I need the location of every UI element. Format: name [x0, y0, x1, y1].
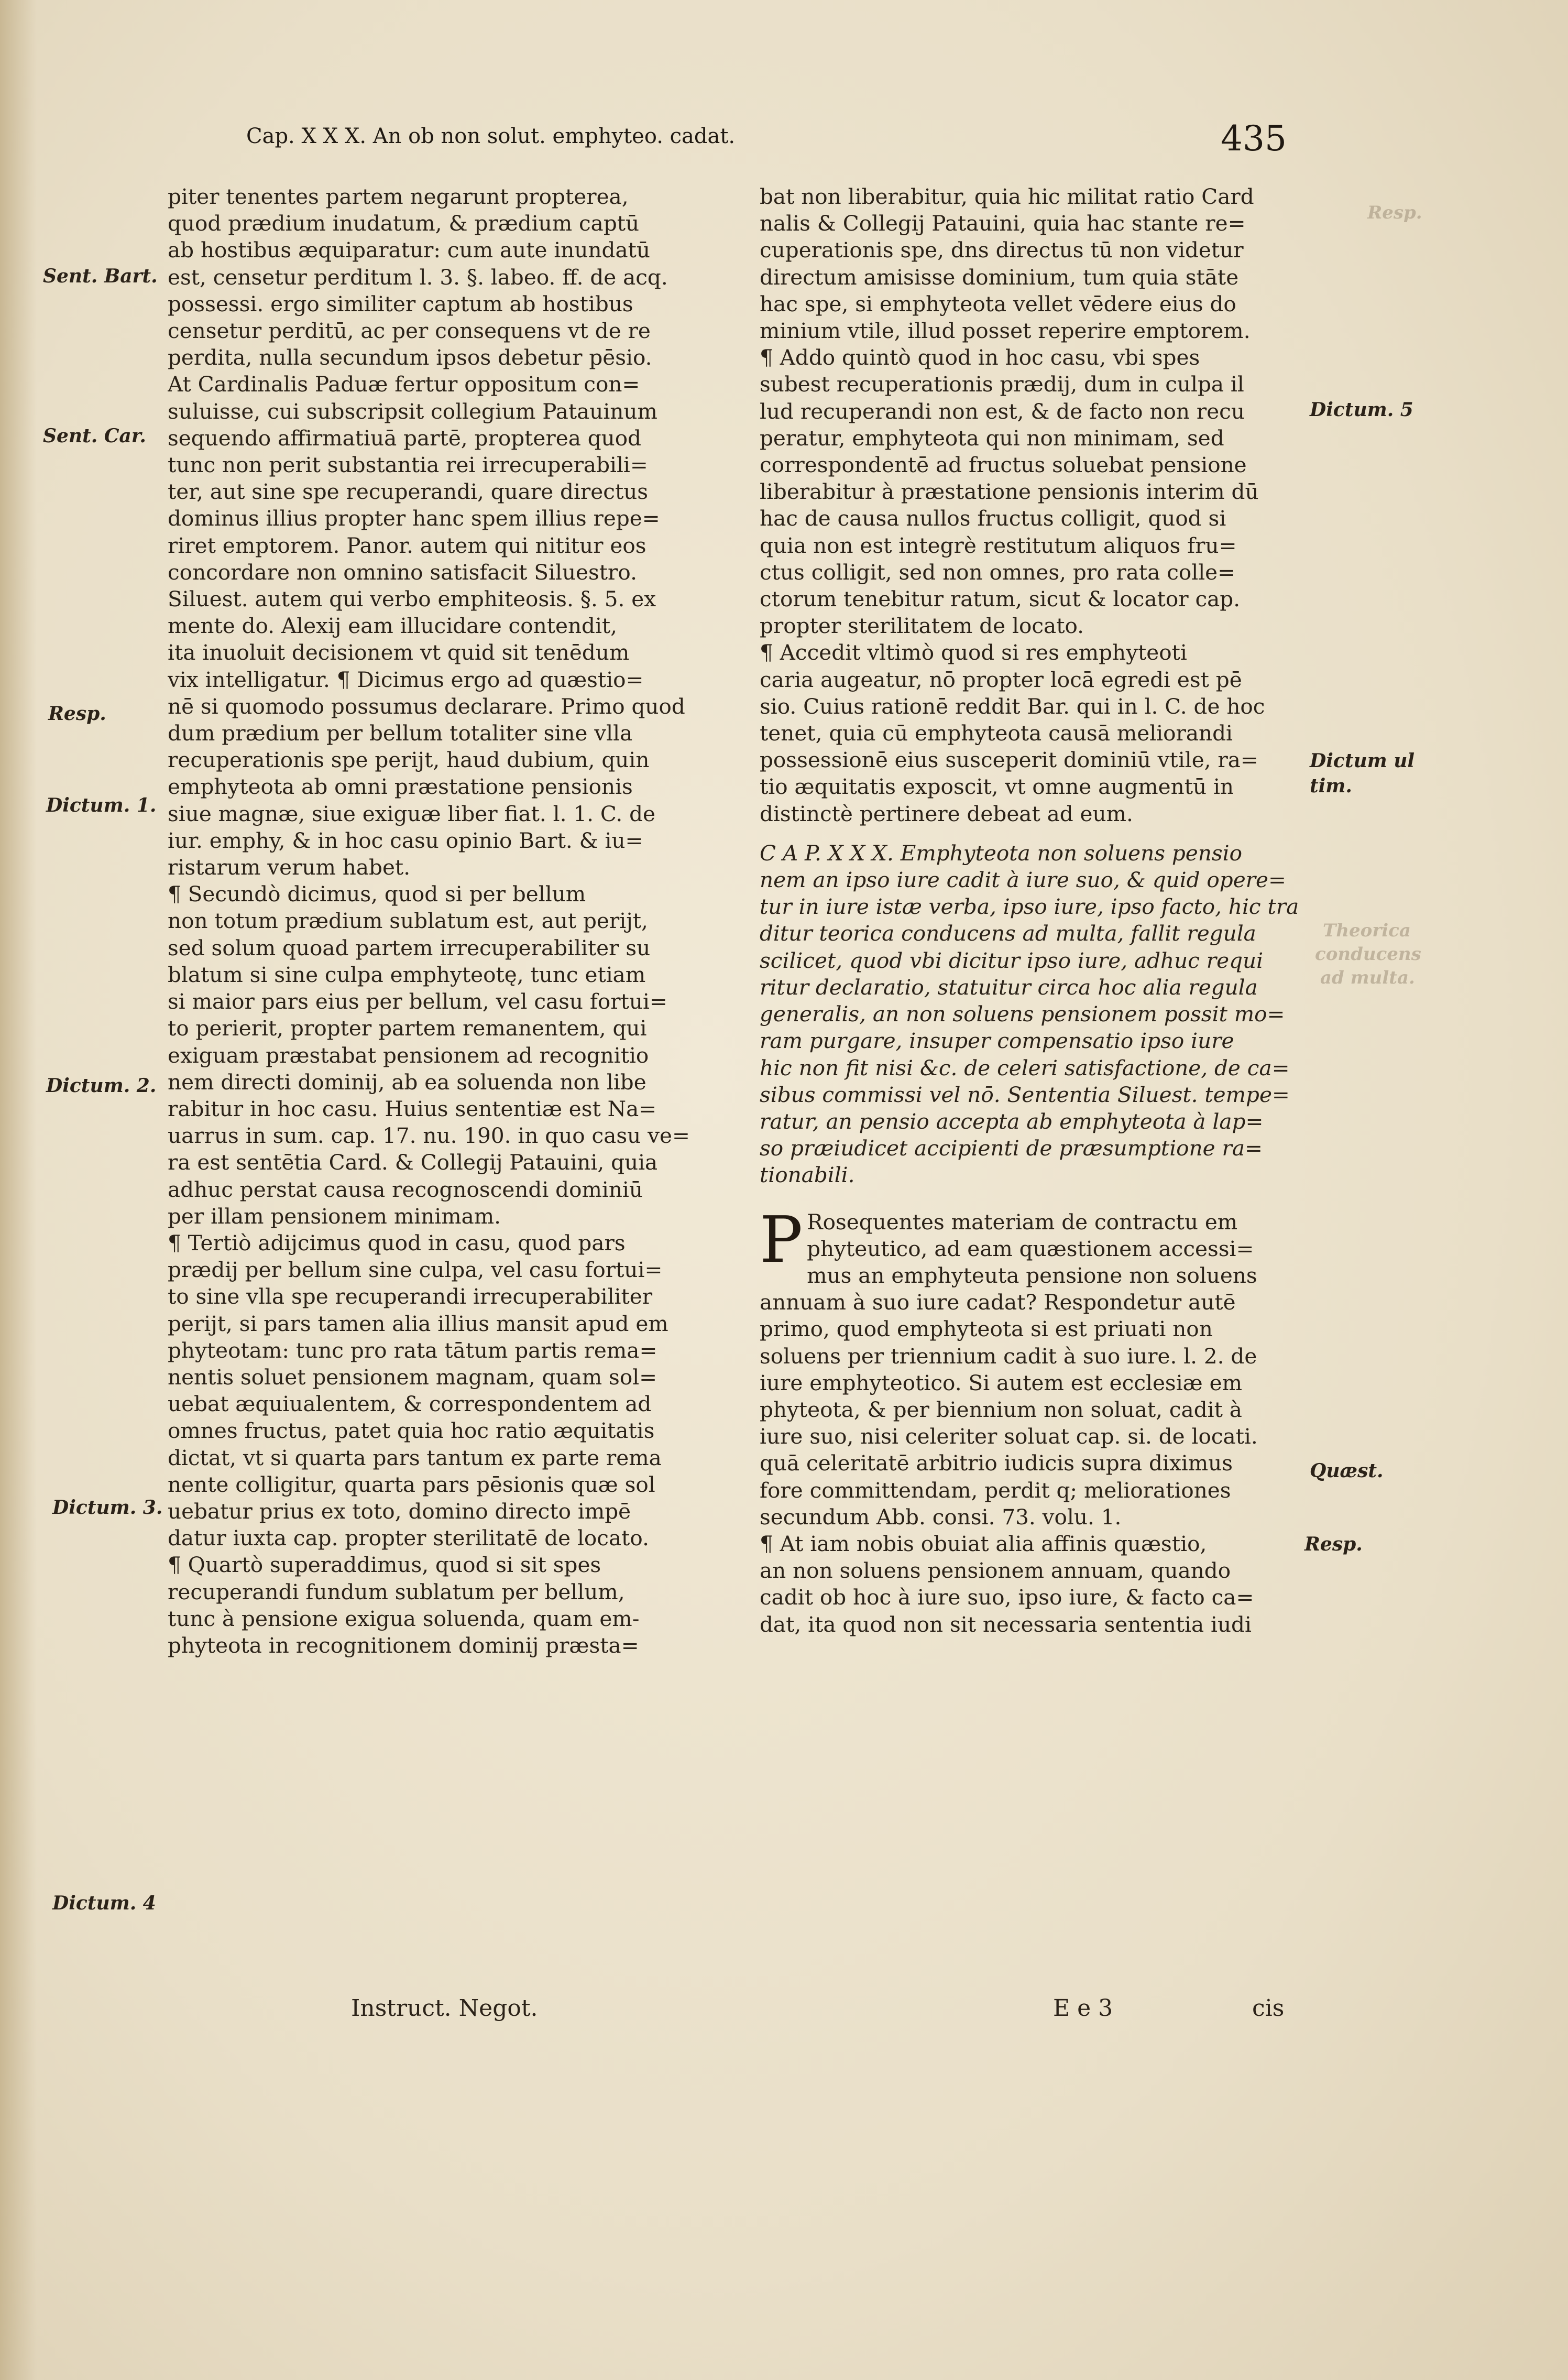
text-line: emphyteota ab omni præstatione pensionis	[168, 774, 633, 800]
text-line: correspondentē ad fructus soluebat pensione	[760, 452, 1247, 478]
margin-note-dictum-ult-2: tim.	[1310, 775, 1352, 797]
text-line: siue magnæ, siue exiguæ liber fiat. l. 1. C. de	[168, 801, 656, 826]
text-line: exiguam præstabat pensionem ad recognitio	[168, 1042, 649, 1068]
text-line: recuperandi fundum sublatum per bellum,	[168, 1579, 625, 1604]
text-line: quā celeritatē arbitrio iudicis supra diximus	[760, 1450, 1233, 1476]
text-line: cadit ob hoc à iure suo, ipso iure, & facto ca=	[760, 1585, 1254, 1610]
margin-note-quaest: Quæst.	[1310, 1460, 1384, 1482]
text-line: ditur teorica conducens ad multa, fallit regula	[760, 921, 1256, 946]
text-line: ita inuoluit decisionem vt quid sit tenēdum	[168, 640, 630, 665]
text-line: Rosequentes materiam de contractu em	[807, 1209, 1238, 1235]
text-line: propter sterilitatem de locato.	[760, 613, 1084, 639]
text-line: so præiudicet accipienti de præsumptione ra=	[760, 1136, 1263, 1161]
text-line: hac spe, si emphyteota vellet vēdere eius do	[760, 291, 1236, 316]
margin-note-resp-top: Resp.	[1367, 202, 1422, 223]
text-line: sibus commissi vel nō. Sententia Siluest. tempe=	[760, 1082, 1290, 1107]
drop-cap: P	[760, 1202, 803, 1277]
page-spine-shadow	[0, 0, 37, 2380]
margin-note-dictum-5: Dictum. 5	[1310, 399, 1413, 421]
text-line: rabitur in hoc casu. Huius sententiæ est Na=	[168, 1096, 657, 1121]
signature-mark: E e 3	[1053, 1995, 1113, 2022]
text-line: ¶ Quartò superaddimus, quod si sit spes	[168, 1552, 601, 1578]
text-line: distinctè pertinere debeat ad eum.	[760, 801, 1133, 826]
text-line: ¶ Accedit vltimò quod si res emphyteoti	[760, 640, 1187, 665]
text-line: ratur, an pensio accepta ab emphyteota à lap=	[760, 1108, 1264, 1134]
text-line: tunc non perit substantia rei irrecuperabili=	[168, 452, 648, 478]
text-line: phyteutico, ad eam quæstionem accessi=	[807, 1236, 1254, 1261]
text-line: nē si quomodo possumus declarare. Primo quod	[168, 693, 685, 719]
text-line: mus an emphyteuta pensione non soluens	[807, 1262, 1257, 1288]
text-line: uebatur prius ex toto, domino directo impē	[168, 1498, 631, 1524]
text-line: nentis soluet pensionem magnam, quam sol=	[168, 1364, 657, 1390]
text-line: peratur, emphyteota qui non minimam, sed	[760, 425, 1224, 451]
text-line: an non soluens pensionem annuam, quando	[760, 1558, 1231, 1584]
text-line: dictat, vt si quarta pars tantum ex parte rema	[168, 1445, 662, 1470]
text-line: tenet, quia cū emphyteota causā meliorandi	[760, 720, 1233, 746]
text-line: subest recuperationis prædij, dum in culpa il	[760, 372, 1244, 397]
margin-note-resp-bottom: Resp.	[1304, 1533, 1363, 1555]
text-line: liberabitur à præstatione pensionis interim dū	[760, 479, 1259, 505]
chapter-body	[760, 1202, 1299, 1638]
text-line: ¶ Addo quintò quod in hoc casu, vbi spes	[760, 345, 1200, 370]
text-line: soluens per triennium cadit à suo iure. l. 2. de	[760, 1343, 1257, 1369]
text-line: sequendo affirmatiuā partē, propterea quod	[168, 425, 642, 451]
text-line: nem an ipso iure cadit à iure suo, & quid opere=	[760, 867, 1286, 893]
folio-number: 435	[1221, 118, 1287, 159]
text-line: sed solum quoad partem irrecuperabiliter su	[168, 935, 651, 960]
text-line: dominus illius propter hanc spem illius repe=	[168, 506, 660, 531]
text-line: phyteota in recognitionem dominij præsta=	[168, 1632, 639, 1658]
text-line: ristarum verum habet.	[168, 855, 411, 880]
text-line: recuperationis spe perijt, haud dubium, quin	[168, 747, 650, 773]
text-line: dum prædium per bellum totaliter sine vlla	[168, 720, 633, 746]
text-line: scilicet, quod vbi dicitur ipso iure, adhuc requi	[760, 947, 1264, 973]
text-line: ctorum tenebitur ratum, sicut & locator cap.	[760, 586, 1241, 612]
text-line: ram purgare, insuper compensatio ipso iure	[760, 1028, 1234, 1054]
margin-note-dictum-1: Dictum. 1.	[46, 794, 157, 816]
text-line: directum amisisse dominium, tum quia stāte	[760, 264, 1239, 290]
text-line: iur. emphy, & in hoc casu opinio Bart. & iu=	[168, 827, 643, 853]
text-line: hac de causa nullos fructus colligit, quod si	[760, 506, 1226, 531]
text-line: tur in iure istæ verba, ipso iure, ipso facto, hic tra	[760, 894, 1299, 920]
text-line: Siluest. autem qui verbo emphiteosis. §. 5. ex	[168, 586, 656, 612]
text-line: prædij per bellum sine culpa, vel casu fortui=	[168, 1257, 663, 1283]
text-line: minium vtile, illud posset reperire emptorem.	[760, 318, 1251, 344]
text-line: tionabili.	[760, 1162, 855, 1188]
text-line: ter, aut sine spe recuperandi, quare directus	[168, 479, 649, 505]
text-line: perijt, si pars tamen alia illius mansit apud em	[168, 1311, 668, 1336]
text-line: ¶ Tertiò adijcimus quod in casu, quod pars	[168, 1230, 626, 1255]
text-line: est, censetur perditum l. 3. §. labeo. ff. de acq.	[168, 264, 668, 290]
margin-note-dictum-2: Dictum. 2.	[46, 1075, 157, 1097]
text-line: lud recuperandi non est, & de facto non recu	[760, 398, 1245, 424]
text-line: uebat æquiualentem, & correspondentem ad	[168, 1391, 652, 1417]
text-line: iure suo, nisi celeriter soluat cap. si. de locati.	[760, 1424, 1258, 1449]
text-line: dat, ita quod non sit necessaria sententia iudi	[760, 1611, 1252, 1637]
text-line: bat non liberabitur, quia hic militat ratio Card	[760, 184, 1254, 209]
text-line: vix intelligatur. ¶ Dicimus ergo ad quæstio=	[168, 667, 644, 692]
text-line: tio æquitatis exposcit, vt omne augmentū in	[760, 774, 1234, 800]
right-text-column	[760, 183, 1299, 1996]
text-line: uarrus in sum. cap. 17. nu. 190. in quo casu ve=	[168, 1123, 690, 1149]
text-line: per illam pensionem minimam.	[168, 1203, 501, 1229]
text-line: ¶ At iam nobis obuiat alia affinis quæstio,	[760, 1531, 1207, 1556]
catchword-left: Instruct. Negot.	[351, 1995, 538, 2022]
text-line: ab hostibus æquiparatur: cum aute inundatū	[168, 237, 650, 263]
text-line: concordare non omnino satisfacit Siluestro.	[168, 559, 637, 585]
text-line: non totum prædium sublatum est, aut perijt,	[168, 908, 648, 934]
text-line: secundum Abb. consi. 73. volu. 1.	[760, 1504, 1122, 1530]
text-line: sio. Cuius rationē reddit Bar. qui in l. C. de hoc	[760, 693, 1265, 719]
text-line: nem directi dominij, ab ea soluenda non libe	[168, 1069, 646, 1095]
chapter-summary	[760, 840, 1299, 1189]
text-line: annuam à suo iure cadat? Respondetur autē	[760, 1290, 1236, 1315]
margin-note-dictum-ult-1: Dictum ul	[1310, 750, 1415, 772]
text-line: nalis & Collegij Patauini, quia hac stante re=	[760, 211, 1246, 236]
text-line: to perierit, propter partem remanentem, qui	[168, 1016, 647, 1041]
text-line: tunc à pensione exigua soluenda, quam em-	[168, 1606, 640, 1631]
text-line: phyteotam: tunc pro rata tātum partis rema=	[168, 1337, 657, 1363]
text-line: piter tenentes partem negarunt propterea,	[168, 184, 629, 209]
text-line: iure emphyteotico. Si autem est ecclesiæ em	[760, 1370, 1242, 1395]
running-header: Cap. X X X. An ob non solut. emphyteo. cadat.	[246, 124, 736, 148]
text-line: mente do. Alexij eam illucidare contendit,	[168, 613, 618, 639]
text-line: suluisse, cui subscripsit collegium Patauinum	[168, 398, 657, 424]
margin-note-sent-bart: Sent. Bart.	[43, 265, 158, 287]
left-text-column	[168, 183, 739, 1996]
text-line: primo, quod emphyteota si est priuati non	[760, 1316, 1213, 1342]
text-line: quia non est integrè restitutum aliquos fru=	[760, 532, 1237, 558]
text-line: generalis, an non soluens pensionem possit mo=	[760, 1001, 1285, 1027]
text-line: possessionē eius susceperit dominiū vtile, ra=	[760, 747, 1258, 773]
margin-note-theorica-2: conducens	[1315, 944, 1421, 965]
text-line: hic non fit nisi &c. de celeri satisfactione, de ca=	[760, 1055, 1290, 1080]
text-line: omnes fructus, patet quia hoc ratio æquitatis	[168, 1418, 655, 1444]
margin-note-theorica-1: Theorica	[1323, 920, 1411, 941]
text-line: possessi. ergo similiter captum ab hostibus	[168, 291, 633, 316]
text-line: nente colligitur, quarta pars pēsionis quæ sol	[168, 1471, 655, 1497]
text-line: ra est sentētia Card. & Collegij Patauini, quia	[168, 1150, 658, 1175]
margin-note-resp: Resp.	[48, 703, 106, 725]
text-line: ¶ Secundò dicimus, quod si per bellum	[168, 881, 586, 907]
margin-note-dictum-3: Dictum. 3.	[52, 1497, 163, 1519]
text-line: ritur declaratio, statuitur circa hoc alia regula	[760, 974, 1258, 1000]
margin-note-theorica-3: ad multa.	[1320, 967, 1415, 988]
catchword-right: cis	[1252, 1995, 1285, 2022]
text-line: perdita, nulla secundum ipsos debetur pēsio.	[168, 345, 652, 370]
text-line: blatum si sine culpa emphyteotę, tunc etiam	[168, 962, 646, 987]
text-line: phyteota, & per biennium non soluat, cadit à	[760, 1396, 1242, 1422]
text-line: fore committendam, perdit q; meliorationes	[760, 1477, 1231, 1503]
text-line: caria augeatur, nō propter locā egredi est pē	[760, 667, 1242, 692]
text-line: censetur perditū, ac per consequens vt de re	[168, 318, 651, 344]
text-line: adhuc perstat causa recognoscendi dominiū	[168, 1176, 643, 1202]
text-line: si maior pars eius per bellum, vel casu fortui=	[168, 989, 667, 1014]
text-line: quod prædium inudatum, & prædium captū	[168, 211, 640, 236]
margin-note-dictum-4: Dictum. 4	[52, 1892, 156, 1914]
text-line: datur iuxta cap. propter sterilitatē de locato.	[168, 1525, 649, 1551]
text-line: riret emptorem. Panor. autem qui nititur eos	[168, 532, 646, 558]
margin-note-sent-car: Sent. Car.	[43, 425, 146, 447]
chapter-heading: C A P. X X X. Emphyteota non soluens pensio	[760, 840, 1242, 866]
right-column-top-text	[760, 183, 1299, 827]
text-line: ctus colligit, sed non omnes, pro rata colle=	[760, 559, 1236, 585]
text-line: At Cardinalis Paduæ fertur oppositum con=	[168, 372, 640, 397]
text-line: cuperationis spe, dns directus tū non videtur	[760, 237, 1244, 263]
text-line: to sine vlla spe recuperandi irrecuperabiliter	[168, 1284, 653, 1309]
